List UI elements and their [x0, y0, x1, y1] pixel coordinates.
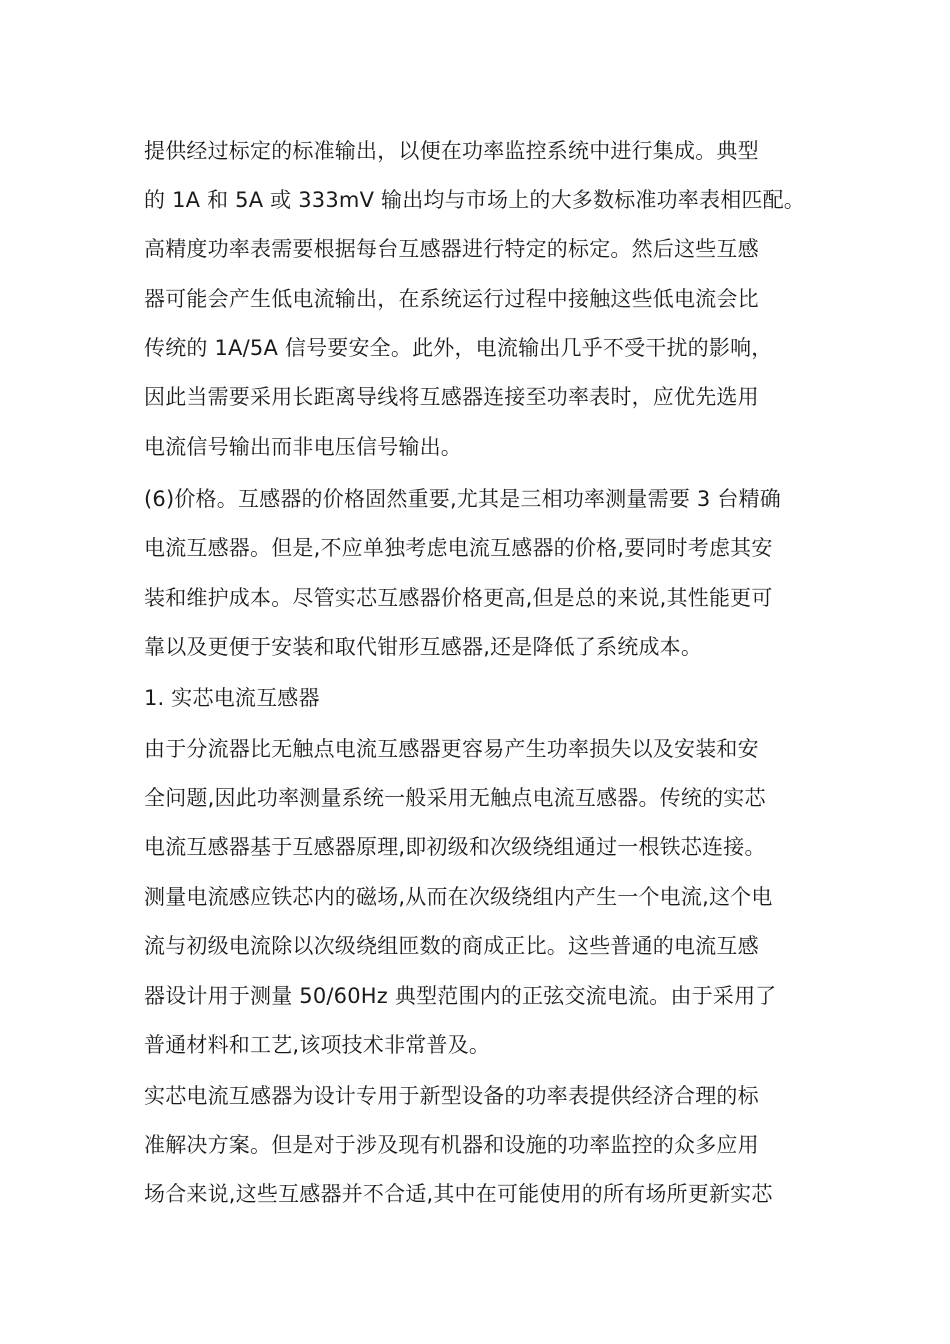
- text-line: 准解决方案。但是对于涉及现有机器和设施的功率监控的众多应用: [144, 1133, 759, 1157]
- text-line: 普通材料和工艺,该项技术非常普及。: [144, 1033, 491, 1057]
- text-line: 提供经过标定的标准输出，以便在功率监控系统中进行集成。典型: [144, 139, 759, 163]
- text-line: 电流互感器。但是,不应单独考虑电流互感器的价格,要同时考虑其安: [144, 536, 773, 560]
- text-line: 器可能会产生低电流输出，在系统运行过程中接触这些低电流会比: [144, 287, 759, 311]
- text-line: 靠以及更便于安装和取代钳形互感器,还是降低了系统成本。: [144, 635, 703, 659]
- text-line: 高精度功率表需要根据每台互感器进行特定的标定。然后这些互感: [144, 237, 759, 261]
- text-line: 全问题,因此功率测量系统一般采用无触点电流互感器。传统的实芯: [144, 786, 766, 810]
- text-line: (6)价格。互感器的价格固然重要,尤其是三相功率测量需要 3 台精确: [144, 487, 781, 511]
- text-line: 流与初级电流除以次级绕组匝数的商成正比。这些普通的电流互感: [144, 934, 759, 958]
- text-line: 装和维护成本。尽管实芯互感器价格更高,但是总的来说,其性能更可: [144, 586, 773, 610]
- text-line: 的 1A 和 5A 或 333mV 输出均与市场上的大多数标准功率表相匹配。: [144, 188, 806, 212]
- section-heading: 1. 实芯电流互感器: [144, 686, 320, 710]
- text-line: 电流信号输出而非电压信号输出。: [144, 435, 462, 459]
- text-line: 传统的 1A/5A 信号要安全。此外，电流输出几乎不受干扰的影响，: [144, 336, 773, 360]
- text-line: 实芯电流互感器为设计专用于新型设备的功率表提供经济合理的标: [144, 1084, 759, 1108]
- text-line: 因此当需要采用长距离导线将互感器连接至功率表时，应优先选用: [144, 385, 759, 409]
- text-line: 测量电流感应铁芯内的磁场,从而在次级绕组内产生一个电流,这个电: [144, 885, 773, 909]
- text-line: 电流互感器基于互感器原理,即初级和次级绕组通过一根铁芯连接。: [144, 835, 766, 859]
- text-line: 器设计用于测量 50/60Hz 典型范围内的正弦交流电流。由于采用了: [144, 984, 777, 1008]
- text-line: 场合来说,这些互感器并不合适,其中在可能使用的所有场所更新实芯: [144, 1182, 773, 1206]
- text-line: 由于分流器比无触点电流互感器更容易产生功率损失以及安装和安: [144, 737, 759, 761]
